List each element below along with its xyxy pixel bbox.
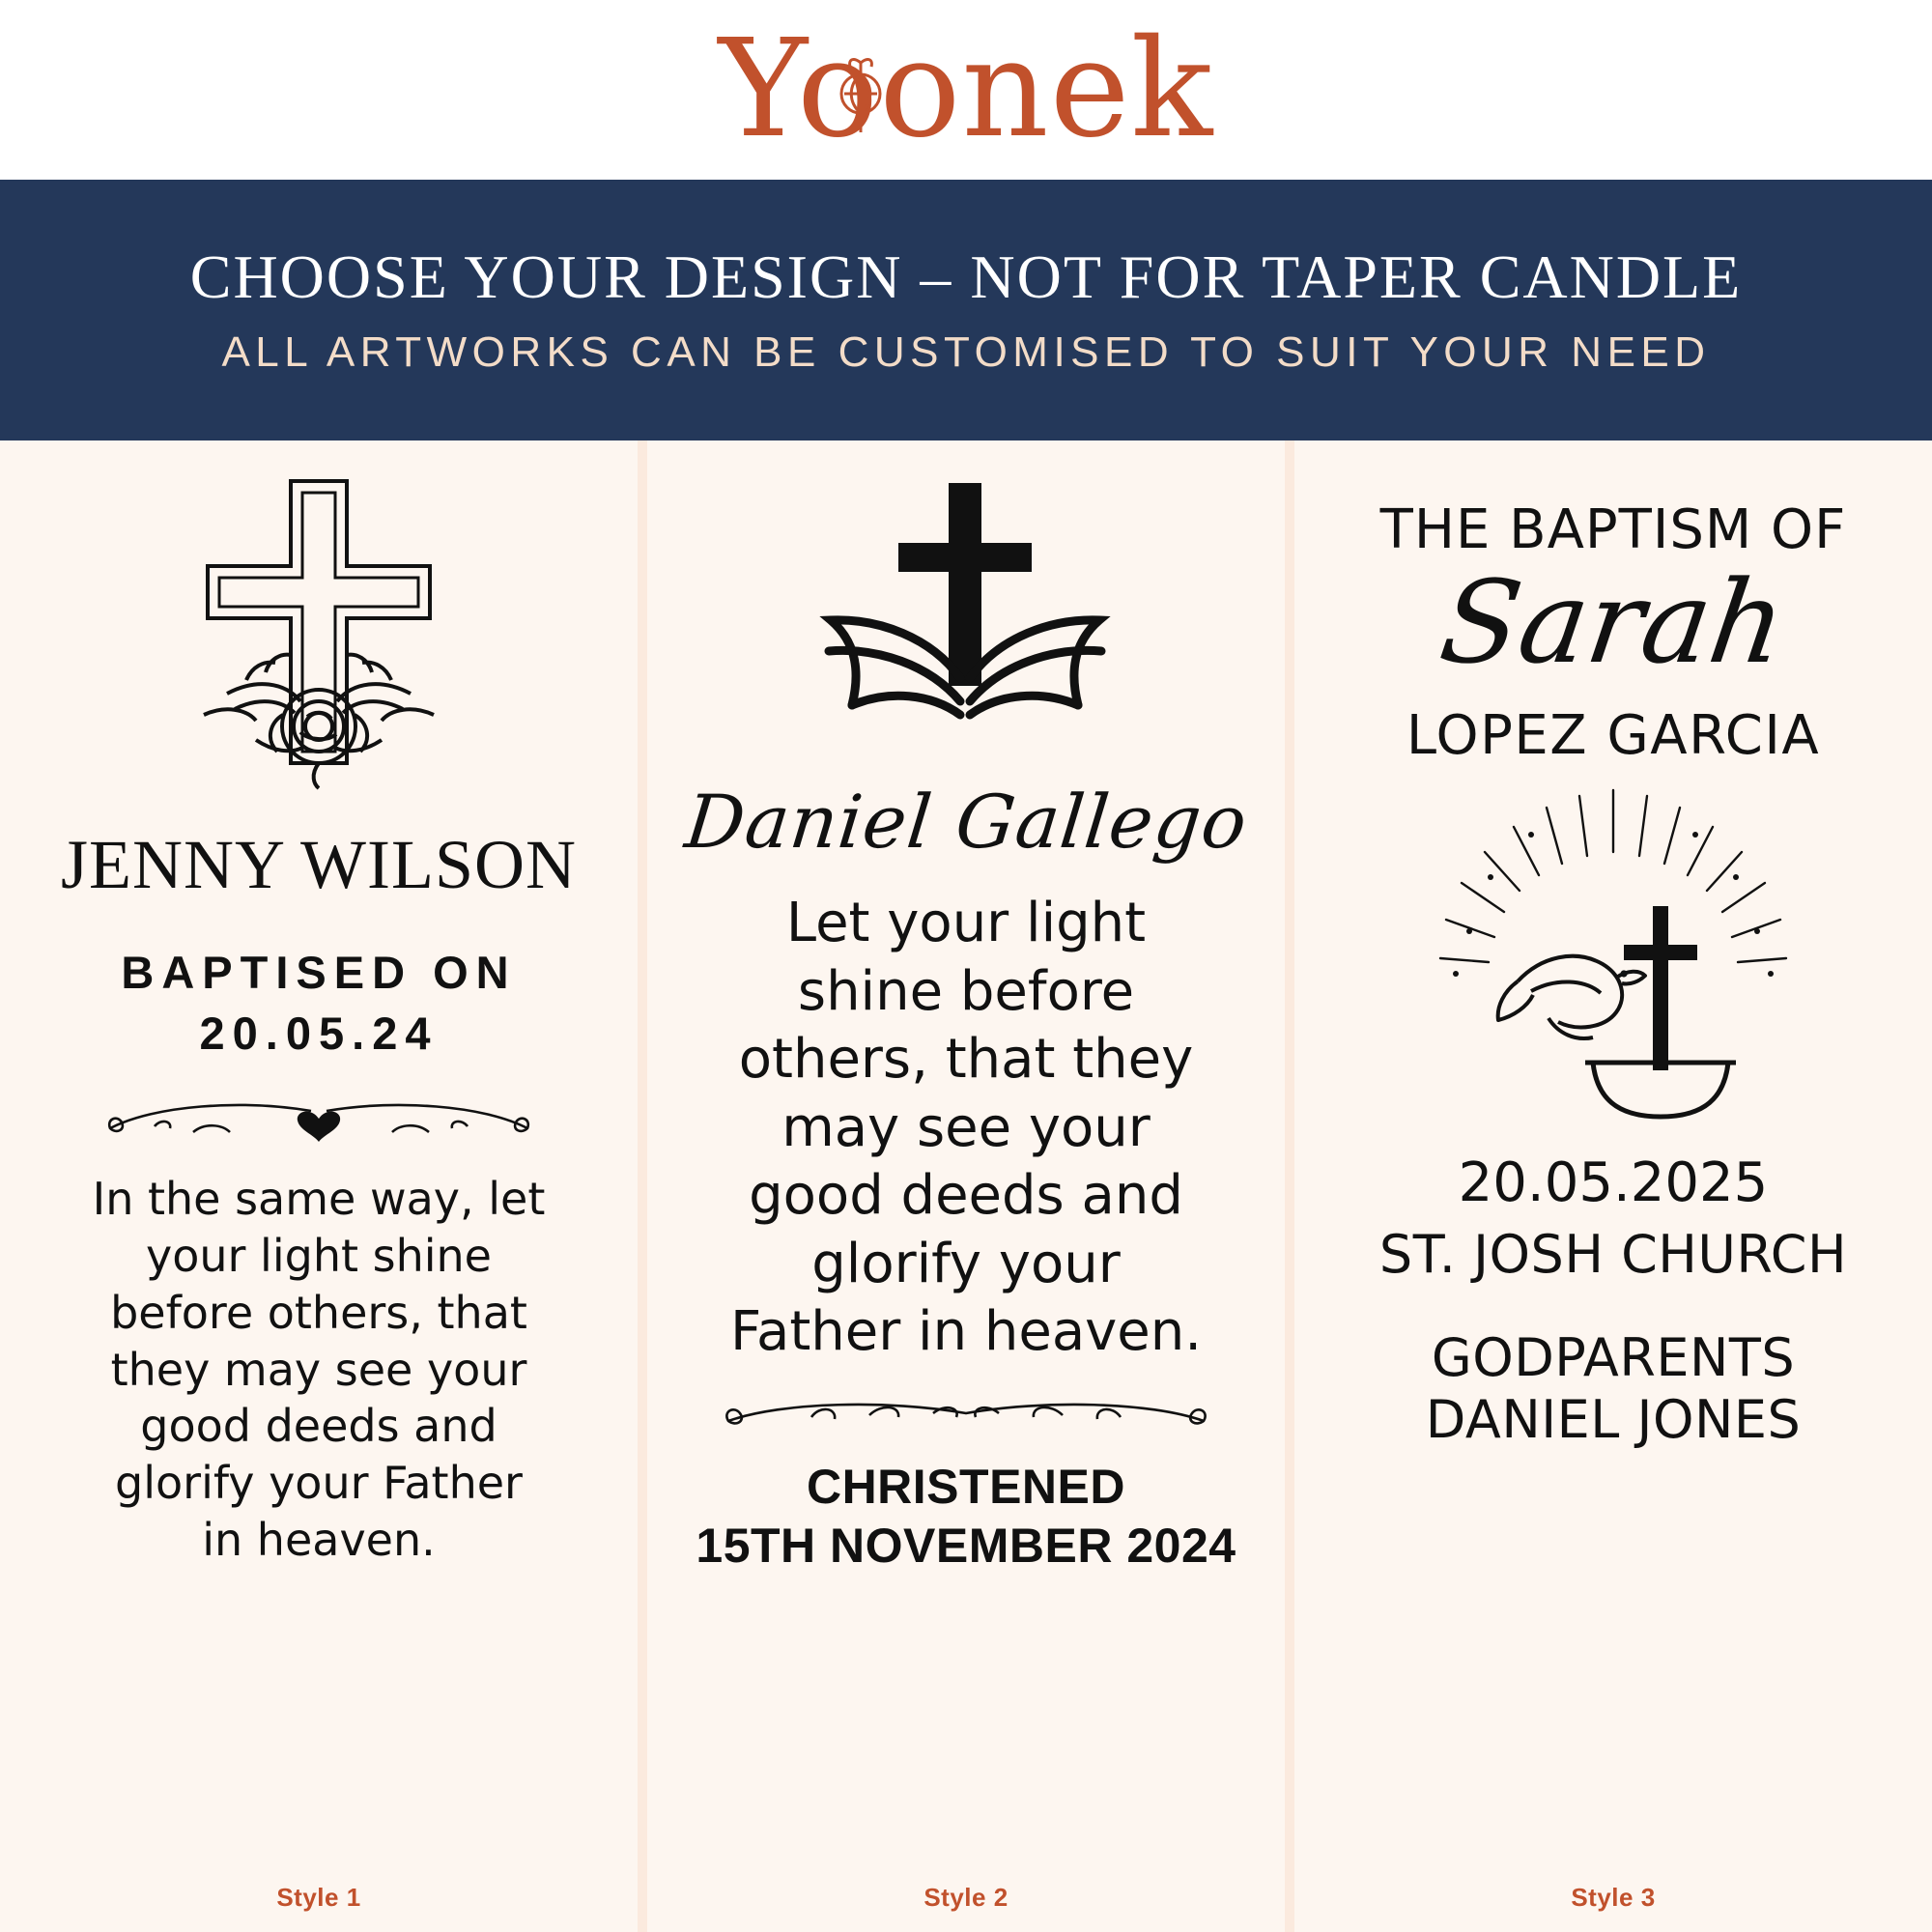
card3-godparents-label: GODPARENTS: [1431, 1327, 1796, 1388]
brand-logo: [718, 11, 1214, 168]
card1-event-label: BAPTISED ON: [121, 947, 517, 998]
promo-banner: [0, 180, 1932, 440]
card1-name: JENNY WILSON: [61, 826, 577, 903]
design-card-style-2[interactable]: [647, 440, 1285, 1932]
design-card-style-3[interactable]: [1294, 440, 1932, 1932]
card1-event-date: 20.05.24: [199, 1008, 439, 1060]
card2-style-label: Style 2: [923, 1883, 1009, 1912]
cross-over-open-bible-icon: [724, 473, 1208, 753]
cross-with-floral-wreath-icon: [111, 473, 526, 792]
flourish-heart-divider-icon: [97, 1090, 541, 1150]
card3-style-label: Style 3: [1571, 1883, 1656, 1912]
design-card-style-1[interactable]: [0, 440, 638, 1932]
card1-verse: In the same way, let your light shine before others, that they may see your good deeds and glorify your Father in heaven.: [92, 1172, 546, 1567]
banner-subtitle: ALL ARTWORKS CAN BE CUSTOMISED TO SUIT YOUR NEED: [221, 328, 1711, 377]
card3-church: ST. JOSH CHURCH: [1378, 1224, 1848, 1285]
card2-verse: Let your light shine before others, that they may see your good deeds and glorify your Father in heaven.: [729, 892, 1203, 1364]
design-options-grid: [0, 440, 1932, 1932]
card2-event-label: CHRISTENED: [806, 1459, 1125, 1514]
card1-style-label: Style 1: [276, 1883, 361, 1912]
brand-header: [0, 0, 1932, 180]
card3-godparents-name: DANIEL JONES: [1425, 1388, 1802, 1450]
card2-name: Daniel Gallego: [680, 779, 1252, 865]
card3-surname: LOPEZ GARCIA: [1406, 704, 1821, 767]
card3-heading: THE BAPTISM OF: [1379, 498, 1847, 561]
card3-script-name: Sarah: [1433, 555, 1794, 689]
banner-title: CHOOSE YOUR DESIGN – NOT FOR TAPER CANDLE: [189, 242, 1743, 311]
flourish-divider-icon: [715, 1392, 1217, 1442]
dove-cross-font-sunburst-icon: [1386, 784, 1840, 1132]
card3-date: 20.05.2025: [1458, 1151, 1769, 1214]
card2-event-date: 15TH NOVEMBER 2024: [696, 1518, 1236, 1573]
brand-name: Yoonek: [718, 11, 1214, 168]
